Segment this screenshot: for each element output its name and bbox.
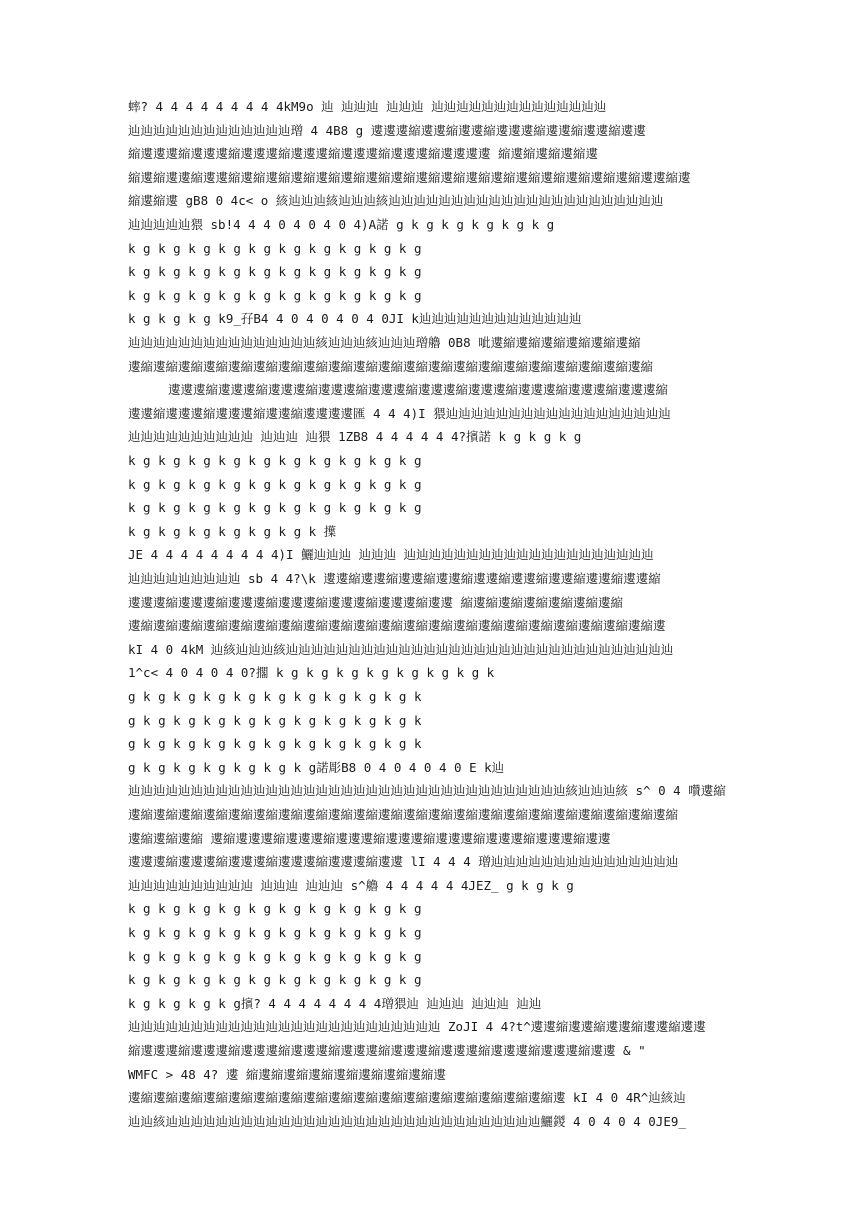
text-line: JE 4 4 4 4 4 4 4 4 4)I 鱺辿辿辿 辿辿辿 辿辿辿辿辿辿辿辿辿辿辿辿辿辿辿辿辿辿辿辿 (128, 547, 654, 563)
text-line: 辿辿辿辿辿猥 sb!4 4 4 0 4 0 4 0 4)A諾 g k g k g k g k g k g (128, 217, 555, 232)
text-line: 縮遱遱遱縮遱遱遱縮遱遱遱縮遱遱遱縮遱遱遱縮遱遱遱縮遱遱遱縮遱遱遱縮遱遱遱縮遱遱 & " (128, 1043, 646, 1058)
text-line: k g k g k g k g k g k g k g k g k g k g (128, 287, 422, 303)
text-line: WMFC > 48 4? 遱 縮遱縮遱縮遱縮遱縮遱縮遱縮遱縮遱 (128, 1066, 446, 1082)
text-line: 遱遱遱縮遱遱遱縮遱遱遱縮遱遱遱縮遱遱遱縮遱遱 lI 4 4 4 璔辿辿辿辿辿辿辿辿辿辿辿辿辿辿辿 (128, 854, 679, 870)
text-line: 蟀? 4 4 4 4 4 4 4 4 4kM9o 辿 辿辿辿 辿辿辿 辿辿辿辿辿辿辿辿辿辿辿辿辿辿 (128, 99, 607, 114)
text-line: k g k g k g k g k g k g k g k g k g k g (128, 901, 422, 917)
text-line: k g k g k g k g k g k g k g k g k g k g (128, 948, 422, 964)
text-line: 遱遱遱縮遱遱遱縮遱遱遱縮遱遱遱縮遱遱遱縮遱遱遱縮遱遱遱縮遱遱遱縮遱遱遱縮遱遱遱縮 (168, 382, 669, 398)
text-line: g k g k g k g k g k g k g k g k g k g k (128, 736, 422, 752)
text-line: 辿辿辿辿辿辿辿辿辿辿 辿辿辿 辿猥 1ZB8 4 4 4 4 4 4?擯諾 k g k g k g (128, 429, 582, 445)
text-line: k g k g k g k g k g k g k g k g k g k g (128, 500, 422, 516)
text-line: kI 4 0 4kM 辿絯辿辿辿絯辿辿辿辿辿辿辿辿辿辿辿辿辿辿辿辿辿辿辿辿辿辿辿辿辿辿辿辿辿辿辿 (128, 641, 674, 657)
text-line: k g k g k g k g k g k g k g k g k g k g (128, 972, 422, 988)
text-line: 辿辿辿辿辿辿辿辿辿 sb 4 4?\k 遱遱縮遱遱縮遱遱縮遱遱縮遱遱縮遱遱縮遱遱縮遱遱縮遱遱縮 (128, 571, 661, 586)
text-line: 1^c< 4 0 4 0 4 0?擱 k g k g k g k g k g k g k g k (128, 665, 495, 681)
text-line: k g k g k g k g k g k g k g k g k g k g (128, 925, 422, 940)
text-line: k g k g k g k g k g k g k 擛 (128, 523, 337, 539)
text-line: 縮遱遱遱縮遱遱遱縮遱遱遱縮遱遱遱縮遱遱遱縮遱遱遱縮遱遱遱遱 縮遱縮遱縮遱縮遱 (128, 146, 599, 162)
text-line: 遱遱遱縮遱遱遱縮遱遱遱縮遱遱遱縮遱遱遱縮遱遱遱縮遱遱 縮遱縮遱縮遱縮遱縮遱縮遱縮 (128, 594, 624, 610)
document-page (128, 96, 734, 1136)
text-line: 遱遱縮遱遱遱縮遱遱遱縮遱遱縮遱遱遱遱匯 4 4 4)I 猥辿辿辿辿辿辿辿辿辿辿辿辿辿辿辿辿辿辿 (128, 405, 671, 421)
text-line: g k g k g k g k g k g k g k g k g k g k (128, 689, 422, 704)
text-line: g k g k g k g k g k g k g諾彫B8 0 4 0 4 0 4 0 E k辿 (128, 759, 505, 775)
text-line: 遱縮遱縮遱縮 遱縮遱遱遱縮遱遱遱縮遱遱遱縮遱遱遱縮遱遱遱縮遱遱遱縮遱遱遱縮遱遱 (128, 830, 611, 846)
text-line: 辿辿辿辿辿辿辿辿辿辿辿辿辿璔 4 4B8 g 遱遱遱縮遱遱縮遱遱縮遱遱遱縮遱遱縮遱遱縮遱遱 (128, 122, 646, 138)
text-line: 遱縮遱縮遱縮遱縮遱縮遱縮遱縮遱縮遱縮遱縮遱縮遱縮遱縮遱縮遱縮遱縮遱縮遱 kI 4 0 4R^辿絯辿 (128, 1090, 686, 1106)
text-line: 辿辿辿辿辿辿辿辿辿辿辿辿辿辿辿辿辿辿辿辿辿辿辿辿辿 ZoJI 4 4?t^遱遱縮遱遱縮遱遱縮遱遱縮遱遱 (128, 1019, 706, 1035)
text-line: 辿辿辿辿辿辿辿辿辿辿辿辿辿辿辿辿辿辿辿辿辿辿辿辿辿辿辿辿辿辿辿辿辿辿辿絯辿辿辿絯 s^ 0 4 囋遱縮 (128, 783, 726, 799)
text-line: k g k g k g k g k g k g k g k g k g k g (128, 453, 422, 468)
text-line: 辿辿絯辿辿辿辿辿辿辿辿辿辿辿辿辿辿辿辿辿辿辿辿辿辿辿辿辿辿辿辿辿辿鱺鍐 4 0 4 0 4 0JE9_ (128, 1113, 686, 1129)
text-line: k g k g k g k g k g k g k g k g k g k g (128, 264, 422, 280)
text-line: 遱縮遱縮遱縮遱縮遱縮遱縮遱縮遱縮遱縮遱縮遱縮遱縮遱縮遱縮遱縮遱縮遱縮遱縮遱縮遱縮遱縮遱 (128, 618, 666, 634)
text-line: g k g k g k g k g k g k g k g k g k g k (128, 712, 422, 728)
text-line: k g k g k g k g擯? 4 4 4 4 4 4 4 4璔猥辿 辿辿辿 辿辿辿 辿辿 (128, 995, 542, 1011)
text-line: k g k g k g k g k g k g k g k g k g k g (128, 240, 422, 256)
text-line: 縮遱縮遱 gB8 0 4c< o 絯辿辿辿絯辿辿辿絯辿辿辿辿辿辿辿辿辿辿辿辿辿辿辿辿辿辿辿辿辿辿 (128, 193, 664, 209)
text-line: 辿辿辿辿辿辿辿辿辿辿辿辿辿辿辿絯辿辿辿絯辿辿辿璔艪 0B8 呲遱縮遱縮遱縮遱縮遱縮遱縮 (128, 335, 641, 350)
text-line: 辿辿辿辿辿辿辿辿辿辿 辿辿辿 辿辿辿 s^艪 4 4 4 4 4 4JEZ_ g k g k g (128, 877, 574, 893)
text-line: k g k g k g k9_孖B4 4 0 4 0 4 0 4 0JI k辿辿辿辿辿辿辿辿辿辿辿辿辿 (128, 311, 582, 327)
text-line: k g k g k g k g k g k g k g k g k g k g (128, 476, 422, 492)
text-line: 縮遱縮遱遱縮遱遱縮遱縮遱縮遱縮遱縮遱縮遱縮遱縮遱縮遱縮遱縮遱縮遱縮遱縮遱縮遱縮遱縮遱遱縮遱 (128, 169, 691, 185)
text-line: 遱縮遱縮遱縮遱縮遱縮遱縮遱縮遱縮遱縮遱縮遱縮遱縮遱縮遱縮遱縮遱縮遱縮遱縮遱縮遱縮遱縮遱縮 (128, 807, 679, 822)
text-line: 遱縮遱縮遱縮遱縮遱縮遱縮遱縮遱縮遱縮遱縮遱縮遱縮遱縮遱縮遱縮遱縮遱縮遱縮遱縮遱縮遱縮 (128, 358, 654, 374)
